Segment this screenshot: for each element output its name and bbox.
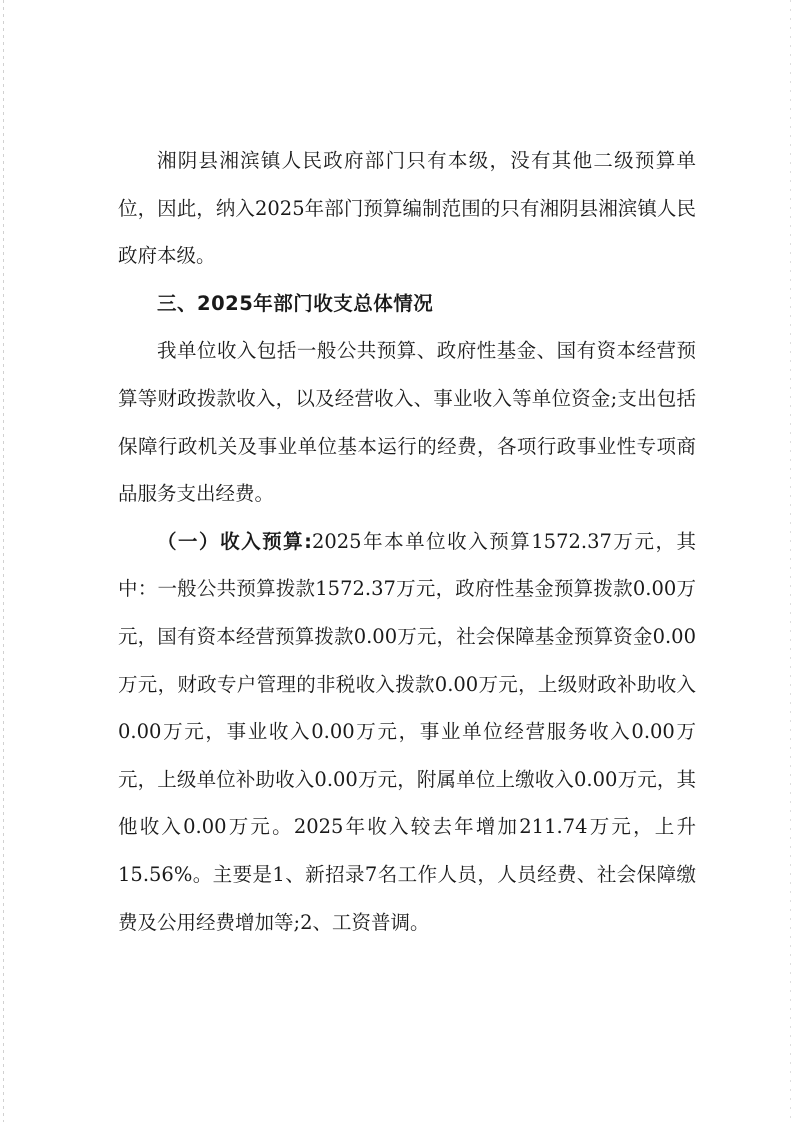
scan-edge-right — [790, 0, 791, 1122]
income-budget-body: 2025年本单位收入预算1572.37万元，其中：一般公共预算拨款1572.37万元，政府性基金预算拨款0.00万元，国有资本经营预算拨款0.00万元，社会保障基金预算资金0.00万元，财政专户管理的非税收入拨款0.00万元，上级财政补助收入0.00万元，事业收入0.00万元，事业单位经营服务收入0.00万元，上级单位补助收入0.00万元，附属单位上缴收入0.00万元，其他收入0.00万元。2025年收入较去年增加211.74万元，上升15.56%。主要是1、新招录7名工作人员，人员经费、社会保障缴费及公用经费增加等;2、工资普调。 — [118, 529, 696, 934]
paragraph-income-expense-overview: 我单位收入包括一般公共预算、政府性基金、国有资本经营预算等财政拨款收入，以及经营收入、事业收入等单位资金;支出包括保障行政机关及事业单位基本运行的经费，各项行政事业性专项商品服务支出经费。 — [118, 339, 696, 506]
document-page — [118, 137, 696, 946]
section-heading: 三、2025年部门收支总体情况 — [157, 291, 434, 315]
scan-edge-left — [3, 0, 4, 1122]
paragraph-income-budget — [118, 518, 696, 946]
paragraph-budget-scope: 湘阴县湘滨镇人民政府部门只有本级，没有其他二级预算单位，因此，纳入2025年部门预算编制范围的只有湘阴县湘滨镇人民政府本级。 — [118, 149, 696, 268]
income-budget-lead: （一）收入预算: — [157, 529, 312, 553]
